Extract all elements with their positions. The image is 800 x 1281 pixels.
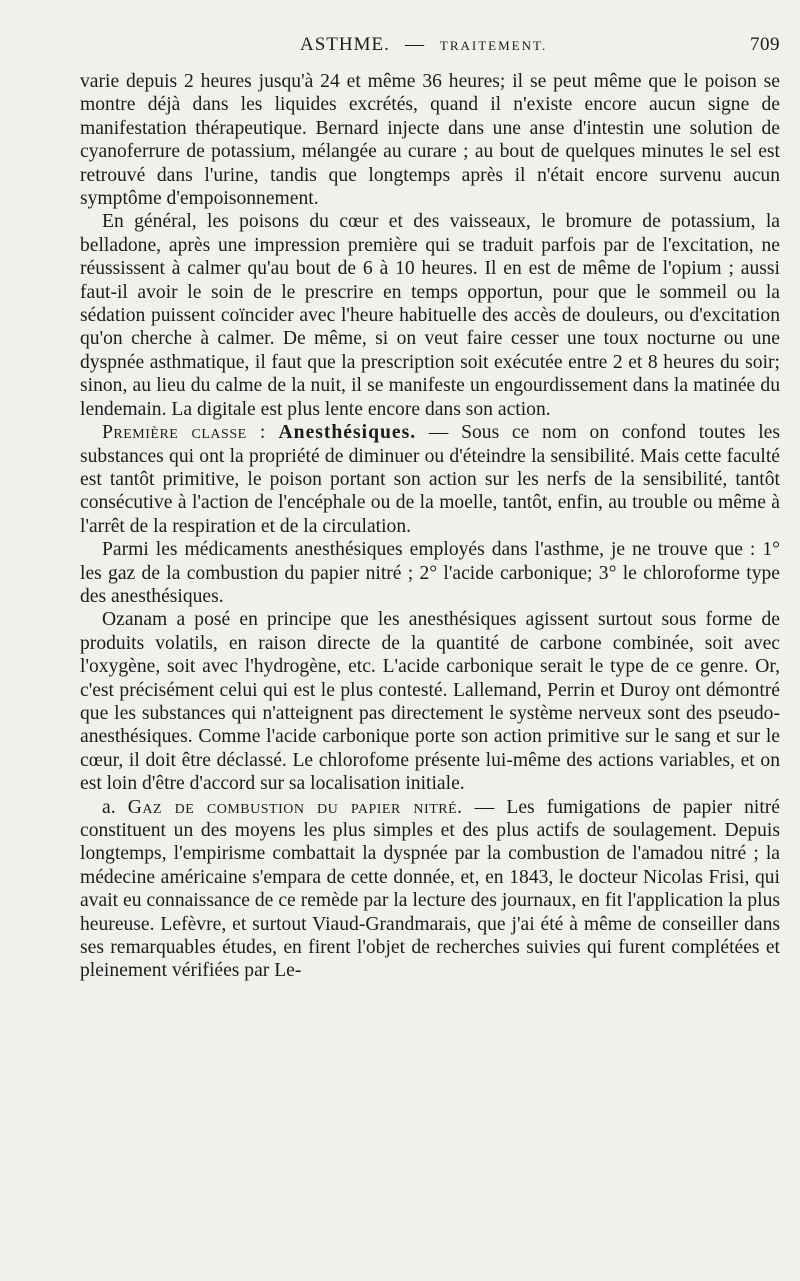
header-subtopic: TRAITEMENT. bbox=[439, 38, 548, 53]
paragraph-4 bbox=[80, 538, 780, 608]
paragraph-2 bbox=[80, 210, 780, 421]
running-header bbox=[80, 34, 780, 64]
paragraph-5 bbox=[80, 608, 780, 795]
paragraph-text: Parmi les médicaments anesthésiques employés dans l'asthme, je ne trouve que : 1° les gaz de la combustion du papier nitré ; 2° l'acide carbonique; 3° le chloroforme type des anesthésiques. bbox=[80, 539, 780, 607]
subsection-marker: a. bbox=[102, 796, 116, 818]
subsection-heading: Gaz de combustion du papier nitré. bbox=[127, 796, 463, 818]
running-title bbox=[300, 34, 547, 56]
page-number: 709 bbox=[750, 34, 780, 55]
section-heading: Anesthésiques. bbox=[278, 422, 417, 444]
header-dash: — bbox=[405, 34, 425, 55]
paragraph-text: Ozanam a posé en principe que les anesthésiques agissent surtout sous forme de produits volatils, en raison directe de la quantité de carbone combinée, soit avec l'oxygène, soit avec l'hydrogène, etc. L'acide carbonique serait le type de ce genre. Or, c'est précisément celui qui est le plus contesté. Lallemand, Perrin et Duroy ont démontré que les substances qui n'atteignent pas directement le système nerveux sont des pseudo-anesthésiques. Comme l'acide carbonique porte son action primitive sur le sang et sur le cœur, il doit être déclassé. Le chlorofome présente lui-même des actions variables, et on est loin d'être d'accord sur sa localisation initiale. bbox=[80, 609, 780, 795]
page-body bbox=[80, 70, 780, 983]
paragraph-3 bbox=[80, 421, 780, 538]
header-topic: ASTHME. bbox=[300, 34, 390, 55]
paragraph-text: En général, les poisons du cœur et des vaisseaux, le bromure de potassium, la belladone, après une impression première qui se traduit parfois par de l'excitation, ne réussissent à calmer qu'au bout de 6 à 10 heures. Il en est de même de l'opium ; aussi faut-il avoir le soin de le prescrire en temps opportun, pour que le sommeil ou la sédation puissent coïncider avec l'heure habituelle des accès de douleurs, ou d'excitation qu'on cherche à calmer. De même, si on veut faire cesser une toux nocturne ou une dyspnée asthmatique, il faut que la prescription soit exécutée entre 2 et 8 heures du soir; sinon, au lieu du calme de la nuit, il se manifeste un engourdissement dans la matinée du lendemain. La digitale est plus lente encore dans son action. bbox=[80, 211, 780, 420]
paragraph-text: — Sous ce nom on confond toutes les substances qui ont la propriété de diminuer ou d'éteindre la sensibilité. Mais cette faculté est tantôt primitive, le poison portant son action sur les nerfs de la sensibilité, tantôt consécutive à l'action de l'encéphale ou de la moelle, tantôt, enfin, au trouble ou même à l'arrêt de la respiration et de la circulation. bbox=[80, 422, 780, 537]
paragraph-6 bbox=[80, 796, 780, 983]
paragraph-text: — Les fumigations de papier nitré constituent un des moyens les plus simples et des plus actifs de soulagement. Depuis longtemps, l'empirisme combattait la dyspnée par la combustion de l'amadou nitré ; la médecine américaine s'empara de cette donnée, et, en 1843, le docteur Nicolas Frisi, qui avait eu connaissance de ce remède par la lecture des journaux, en fit l'application la plus heureuse. Lefèvre, et surtout Viaud-Grandmarais, que j'ai été à même de conseiller dans ses remarquables études, en firent l'objet de recherches suivies qui furent complétées et pleinement vérifiées par Le- bbox=[80, 796, 780, 982]
paragraph-1 bbox=[80, 70, 780, 210]
section-class-label: Première classe : bbox=[102, 422, 266, 444]
paragraph-text: varie depuis 2 heures jusqu'à 24 et même 36 heures; il se peut même que le poison se montre déjà dans les liquides excrétés, quand il n'existe encore aucun signe de manifestation thérapeutique. Bernard injecte dans une anse d'intestin une solution de cyanoferrure de potassium, mélangée au curare ; au bout de quelques minutes le sel est retrouvé dans l'urine, tandis que longtemps après il n'était encore survenu aucun symptôme d'empoisonnement. bbox=[80, 71, 780, 210]
